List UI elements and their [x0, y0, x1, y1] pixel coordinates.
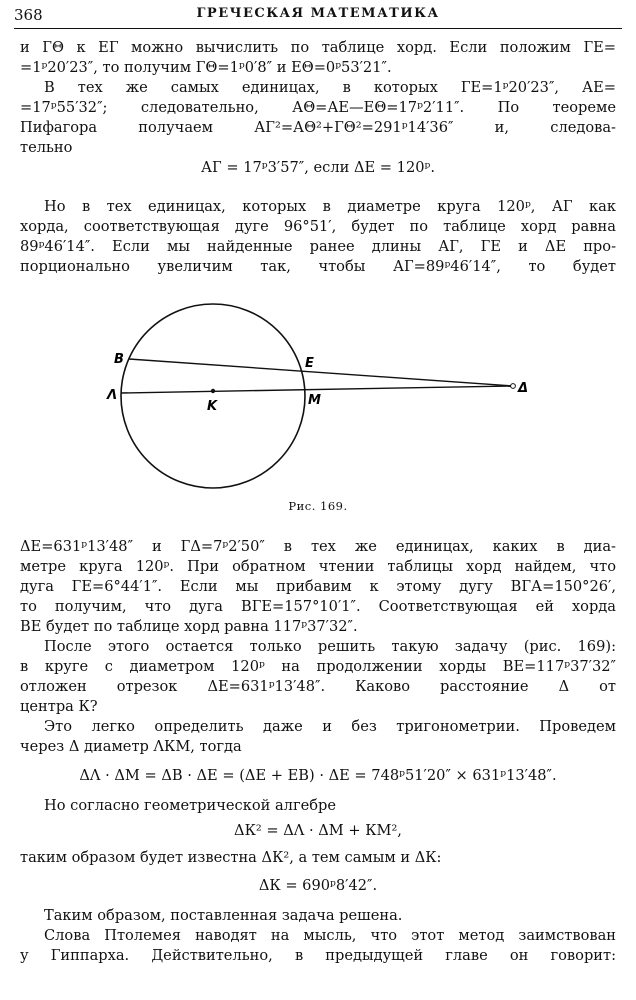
- circle: [121, 304, 305, 488]
- text-line: метре круга 120ᵖ. При обратном чтении таблицы хорд найдем, что: [20, 558, 616, 575]
- text-block-1: [20, 38, 616, 178]
- header-rule: [14, 28, 622, 29]
- text-line: Пифагора получаем АГ²=АΘ²+ГΘ²=291ᵖ14′36″ и, следова-: [20, 119, 616, 136]
- closing-block: [20, 906, 616, 966]
- text-block-3: [20, 537, 616, 757]
- label-k: K: [207, 399, 218, 414]
- text-line: и ГΘ к ЕГ можно вычислить по таблице хорд. Если положим ГЕ=: [20, 39, 616, 56]
- text-line: АГ = 17ᵖ3′57″, если ΔЕ = 120ᵖ.: [201, 159, 435, 176]
- text-line: хорда, соответствующая дуге 96°51′, будет по таблице хорд равна: [20, 218, 616, 235]
- thus-text: таким образом будет известна ΔК², а тем самым и ΔК:: [20, 849, 442, 866]
- text-line: Но в тех единицах, которых в диаметре круга 120ᵖ, АГ как: [44, 198, 616, 215]
- running-title: ГРЕЧЕСКАЯ МАТЕМАТИКА: [196, 6, 440, 21]
- text-line: ΔЕ=631ᵖ13′48″ и ГΔ=7ᵖ2′50″ в тех же единицах, каких в диа-: [20, 538, 616, 555]
- text-line: в круге с диаметром 120ᵖ на продолжении хорды ВЕ=117ᵖ37′32″: [20, 658, 616, 675]
- algebra-text: Но согласно геометрической алгебре: [44, 797, 337, 814]
- text-line: тельно: [20, 139, 73, 156]
- text-line: то получим, что дуга ВГЕ=157°10′1″. Соответствующая ей хорда: [20, 598, 616, 615]
- formula-1: ΔΛ · ΔМ = ΔВ · ΔЕ = (ΔЕ + ЕВ) · ΔЕ = 748ᵖ51′20″ × 631ᵖ13′48″.: [79, 767, 557, 784]
- page-number: 368: [14, 6, 43, 24]
- text-line: В тех же самых единицах, в которых ГЕ=1ᵖ20′23″, АЕ=: [44, 79, 616, 96]
- text-block-2: [20, 197, 616, 277]
- text-line: порционально увеличим так, чтобы АГ=89ᵖ46′14″, то будет: [20, 258, 616, 275]
- text-line: =17ᵖ55′32″; следовательно, АΘ=АЕ—ЕΘ=17ᵖ2′11″. По теореме: [20, 99, 616, 116]
- text-line: через Δ диаметр ΛКМ, тогда: [20, 738, 242, 755]
- text-line: ВЕ будет по таблице хорд равна 117ᵖ37′32″.: [20, 618, 358, 635]
- formula-3: ΔК = 690ᵖ8′42″.: [258, 877, 378, 894]
- text-line: =1ᵖ20′23″, то получим ГΘ=1ᵖ0′8″ и ЕΘ=0ᵖ53′21″.: [20, 59, 392, 76]
- center-point-k: [211, 389, 215, 393]
- text-line: центра К?: [20, 698, 98, 715]
- formula-2-block: [20, 821, 616, 841]
- text-line: Слова Птолемея наводят на мысль, что этот метод заимствован: [44, 927, 616, 944]
- label-lambda: Λ: [107, 388, 118, 403]
- text-line: Это легко определить даже и без тригонометрии. Проведем: [44, 718, 616, 735]
- label-m: M: [308, 393, 321, 408]
- text-line: дуга ГЕ=6°44′1″. Если мы прибавим к этому дугу ВГА=150°26′,: [20, 578, 616, 595]
- figure-caption: Рис. 169.: [288, 499, 348, 513]
- formula-2: ΔК² = ΔΛ · ΔМ + КМ²,: [234, 822, 402, 839]
- diameter-line-lkm: [121, 386, 513, 393]
- point-delta: [511, 384, 516, 389]
- text-line: Таким образом, поставленная задача решена.: [44, 907, 403, 924]
- text-line: После этого остается только решить такую задачу (рис. 169):: [44, 638, 616, 655]
- label-b: B: [114, 352, 124, 367]
- thus-text-block: [20, 848, 616, 868]
- figure-169: [100, 300, 530, 500]
- circle-diagram: [100, 300, 530, 500]
- formula-1-block: [20, 766, 616, 786]
- text-line: 89ᵖ46′14″. Если мы найденные ранее длины АГ, ГЕ и ΔЕ про-: [20, 238, 616, 255]
- secant-line-bde: [129, 359, 513, 386]
- text-line: у Гиппарха. Действительно, в предыдущей главе он говорит:: [20, 947, 616, 964]
- label-delta: Δ: [518, 381, 529, 396]
- page-header: [14, 2, 622, 26]
- label-e: E: [305, 356, 314, 371]
- algebra-text-block: [20, 796, 616, 816]
- text-line: отложен отрезок ΔЕ=631ᵖ13′48″. Каково расстояние Δ от: [20, 678, 616, 695]
- formula-3-block: [20, 876, 616, 896]
